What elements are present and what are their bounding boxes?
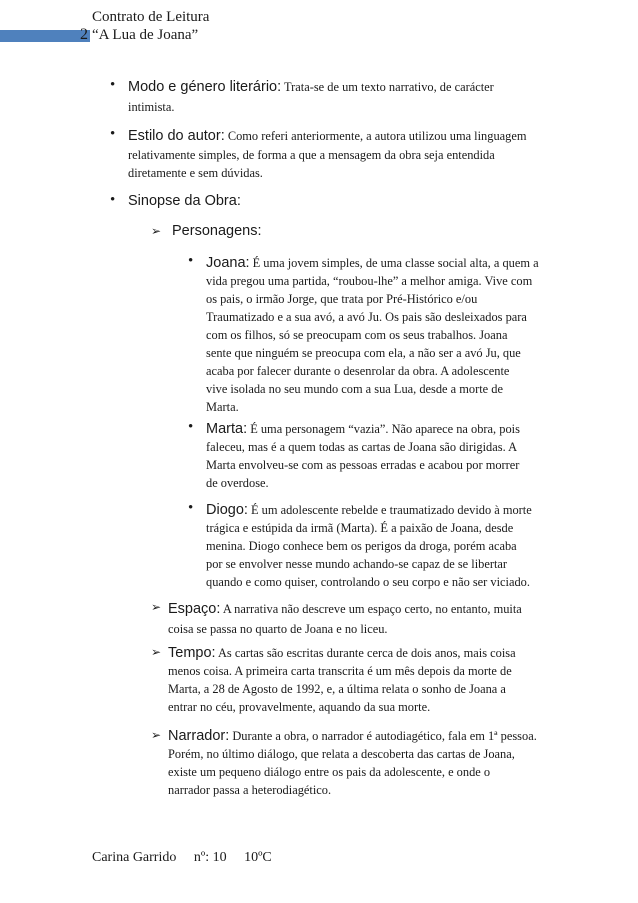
character-text: com os filhos, só se preocupam com os seus trabalhos. Joana: [206, 328, 508, 342]
section-text: Trata-se de um texto narrativo, de carácter: [281, 80, 494, 94]
section-label: Narrador:: [168, 728, 230, 744]
bullet-icon: •: [188, 419, 194, 435]
character-text: Traumatizado e a sua avó, a avó Ju. Os pais são desleixados para: [206, 310, 527, 324]
bullet-icon: •: [188, 500, 194, 516]
section-text: As cartas são escritas durante cerca de dois anos, mais coisa: [215, 646, 516, 660]
section-modo: [128, 78, 494, 115]
section-text: relativamente simples, de forma a que a mensagem da obra seja entendida: [128, 148, 495, 162]
character-text: quando e como quiser, controlando o seu corpo e não ser viciado.: [206, 575, 530, 589]
character-text: acaba por falecer durante o desenrolar da obra. A adolescente: [206, 364, 510, 378]
section-text: diretamente e sem dúvidas.: [128, 166, 263, 180]
section-label: Modo e género literário:: [128, 79, 282, 95]
arrow-bullet-icon: ➢: [151, 224, 162, 238]
section-label: Tempo:: [168, 645, 216, 661]
section-tempo: [168, 644, 516, 716]
character-label: Marta:: [206, 421, 248, 437]
header-title-line2: “A Lua de Joana”: [92, 27, 199, 43]
header-title-line1: Contrato de Leitura: [92, 9, 210, 25]
character-text: de overdose.: [206, 476, 269, 490]
section-text: A narrativa não descreve um espaço certo, no entanto, muita: [220, 602, 522, 616]
bullet-icon: •: [110, 192, 116, 208]
section-text: entrar no céu, provavelmente, aquando da sua morte.: [168, 700, 431, 714]
character-text: sente que ninguém se preocupa com ela, a não ser a avó Ju, que: [206, 346, 521, 360]
section-text: narrador passa a heterodiagético.: [168, 783, 332, 797]
character-text: trágica e estúpida da irmã (Marta). É a paixão de Joana, desde: [206, 521, 514, 535]
section-label: Estilo do autor:: [128, 128, 225, 144]
arrow-bullet-icon: ➢: [151, 645, 162, 659]
character-text: Marta.: [206, 400, 239, 414]
footer-author-info: Carina Garrido nº: 10 10ºC: [92, 850, 272, 865]
arrow-bullet-icon: ➢: [151, 600, 162, 614]
character-text: por se envolver nesse mundo achando-se capaz de se libertar: [206, 557, 508, 571]
character-text: É uma jovem simples, de uma classe social alta, a quem a: [249, 256, 539, 270]
section-personagens: [172, 223, 261, 239]
section-text: coisa se passa no quarto de Joana e no liceu.: [168, 622, 388, 636]
section-narrador: [168, 727, 537, 799]
section-text: Durante a obra, o narrador é autodiagético, fala em 1ª pessoa.: [229, 729, 537, 743]
character-diogo: [206, 501, 532, 591]
character-marta: [206, 420, 520, 492]
character-text: os pais, o irmão Jorge, que trata por Pré-Histórico e/ou: [206, 292, 478, 306]
bullet-icon: •: [110, 126, 116, 142]
section-text: Como referi anteriormente, a autora utilizou uma linguagem: [224, 129, 527, 143]
character-label: Diogo:: [206, 502, 248, 518]
character-joana: [206, 254, 539, 416]
character-text: faleceu, mas é a quem todas as cartas de Joana são dirigidas. A: [206, 440, 518, 454]
bullet-icon: •: [188, 253, 194, 269]
section-label: Sinopse da Obra:: [128, 193, 241, 209]
bullet-icon: •: [110, 77, 116, 93]
section-espaco: [168, 599, 522, 639]
section-label: Personagens:: [172, 223, 262, 239]
character-text: Marta envolveu-se com as pessoas erradas e acabou por morrer: [206, 458, 520, 472]
character-text: vive isolada no seu mundo com a sua Lua, desde a morte de: [206, 382, 503, 396]
character-text: vida pregou uma partida, “roubou-lhe” a melhor amiga. Vive com: [206, 274, 533, 288]
character-text: É um adolescente rebelde e traumatizado devido à morte: [247, 503, 532, 517]
section-text: intimista.: [128, 100, 175, 114]
header-title: [92, 8, 209, 44]
section-text: Marta, a 28 de Agosto de 1992, e, a última relata o sonho de Joana a: [168, 682, 506, 696]
header-accent-bar: [0, 30, 90, 42]
section-sinopse: [128, 193, 241, 209]
section-text: menos coisa. A primeira carta transcrita é um mês depois da morte de: [168, 664, 512, 678]
section-text: Porém, no último diálogo, que relata a descoberta das cartas de Joana,: [168, 747, 515, 761]
section-label: Espaço:: [168, 601, 221, 617]
arrow-bullet-icon: ➢: [151, 728, 162, 742]
character-text: É uma personagem “vazia”. Não aparece na obra, pois: [247, 422, 520, 436]
section-text: existe um pequeno diálogo entre os pais da adolescente, e onde o: [168, 765, 491, 779]
character-text: menina. Diogo conhece bem os perigos da droga, porém acaba: [206, 539, 517, 553]
section-estilo: [128, 127, 526, 181]
page-number: 2: [80, 26, 88, 43]
character-label: Joana:: [206, 255, 250, 271]
